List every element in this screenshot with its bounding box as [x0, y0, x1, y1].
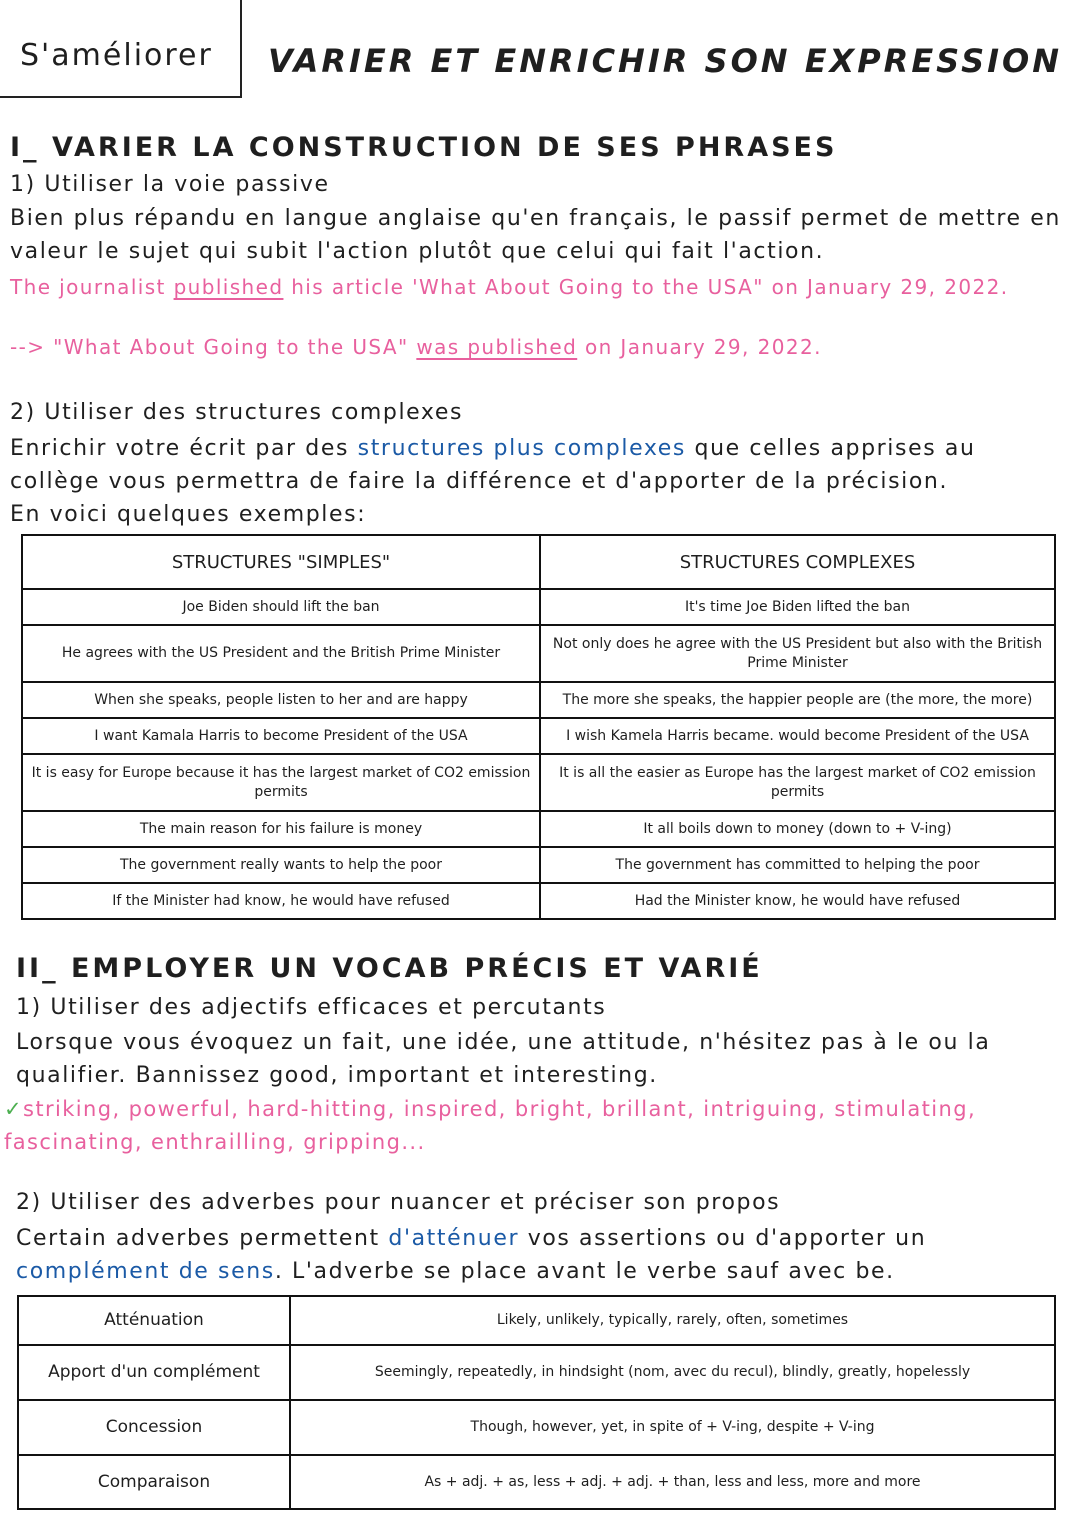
body-text: Enrichir votre écrit par des: [10, 436, 358, 461]
example-verb: published: [173, 275, 284, 299]
section1-heading: I_ VARIER LA CONSTRUCTION DE SES PHRASES: [10, 132, 838, 163]
table-cell: It is easy for Europe because it has the largest market of CO2 emission permits: [22, 754, 540, 811]
table-row: [18, 1455, 1055, 1509]
table-cell: I want Kamala Harris to become President of the USA: [22, 718, 540, 754]
table-cell: Concession: [18, 1400, 290, 1455]
section1-sub1-body: Bien plus répandu en langue anglaise qu'en français, le passif permet de mettre en valeur le sujet qui subit l'action plutôt que celui qui fait l'action.: [10, 206, 1061, 264]
example-text: on January 29, 2022.: [577, 335, 822, 359]
table-cell: It's time Joe Biden lifted the ban: [540, 589, 1055, 625]
section-tag: S'améliorer: [20, 38, 213, 73]
table-cell: The government has committed to helping the poor: [540, 847, 1055, 883]
table-cell: Apport d'un complément: [18, 1345, 290, 1400]
section-tag-box: [0, 0, 242, 98]
table-cell: I wish Kamela Harris became. would become President of the USA: [540, 718, 1055, 754]
section2-sub1-title: 1) Utiliser des adjectifs efficaces et percutants: [16, 995, 607, 1020]
table-row: [22, 754, 1055, 811]
section1-sub1-title: 1) Utiliser la voie passive: [10, 172, 330, 197]
column-header: STRUCTURES COMPLEXES: [540, 535, 1055, 589]
check-icon: ✓: [4, 1097, 23, 1121]
example-text: --> "What About Going to the USA": [10, 335, 417, 359]
section1-sub2-body: [10, 432, 1070, 498]
table-row: [18, 1345, 1055, 1400]
passive-example-active: [10, 272, 1050, 302]
section2-sub2-body: [16, 1222, 1076, 1288]
section2-sub1-body: Lorsque vous évoquez un fait, une idée, une attitude, n'hésitez pas à le ou la qualifier. Bannissez good, important et interesting.: [16, 1030, 991, 1088]
highlight-text: d'atténuer: [388, 1226, 520, 1251]
table-cell: The main reason for his failure is money: [22, 811, 540, 847]
highlight-text: complément de sens: [16, 1259, 275, 1284]
table-row: [22, 682, 1055, 718]
table-row: [22, 589, 1055, 625]
table-cell: He agrees with the US President and the British Prime Minister: [22, 625, 540, 682]
table-cell: The more she speaks, the happier people are (the more, the more): [540, 682, 1055, 718]
section2-heading: II_ EMPLOYER UN VOCAB PRÉCIS ET VARIÉ: [16, 953, 763, 984]
adjective-words: striking, powerful, hard-hitting, inspired, bright, brillant, intriguing, stimulating, fascinating, enthrailling, gripping...: [4, 1097, 977, 1154]
structures-table: [21, 534, 1056, 920]
table-cell: Comparaison: [18, 1455, 290, 1509]
highlight-text: structures plus complexes: [357, 436, 686, 461]
example-text: his article 'What About Going to the USA" on January 29, 2022.: [283, 275, 1009, 299]
table-cell: Atténuation: [18, 1296, 290, 1345]
column-header: STRUCTURES "SIMPLES": [22, 535, 540, 589]
example-text: The journalist: [10, 275, 174, 299]
page-title: VARIER ET ENRICHIR SON EXPRESSION: [268, 42, 1063, 80]
section1-sub2-body2: En voici quelques exemples:: [10, 502, 367, 527]
table-cell: As + adj. + as, less + adj. + adj. + than, less and less, more and more: [290, 1455, 1055, 1509]
body-text: que celles apprises au collège vous permettra de faire la différence et d'apporter de la précision.: [10, 436, 976, 494]
table-cell: It is all the easier as Europe has the largest market of CO2 emission permits: [540, 754, 1055, 811]
table-header-row: [22, 535, 1055, 589]
body-text: . L'adverbe se place avant le verbe sauf avec be.: [274, 1259, 895, 1284]
body-text: Certain adverbes permettent: [16, 1226, 389, 1251]
table-row: [22, 847, 1055, 883]
passive-example-passive: [10, 332, 1050, 362]
table-cell: Joe Biden should lift the ban: [22, 589, 540, 625]
table-row: [22, 718, 1055, 754]
adjective-list: [4, 1093, 1054, 1159]
section2-sub2-title: 2) Utiliser des adverbes pour nuancer et préciser son propos: [16, 1190, 781, 1215]
table-cell: If the Minister had know, he would have refused: [22, 883, 540, 919]
section1-sub2-title: 2) Utiliser des structures complexes: [10, 400, 464, 425]
table-cell: It all boils down to money (down to + V-ing): [540, 811, 1055, 847]
table-cell: Had the Minister know, he would have refused: [540, 883, 1055, 919]
table-cell: The government really wants to help the poor: [22, 847, 540, 883]
table-row: [18, 1296, 1055, 1345]
table-cell: Likely, unlikely, typically, rarely, often, sometimes: [290, 1296, 1055, 1345]
table-row: [22, 883, 1055, 919]
example-verb: was published: [416, 335, 578, 359]
table-cell: When she speaks, people listen to her and are happy: [22, 682, 540, 718]
body-text: vos assertions ou d'apporter un: [519, 1226, 927, 1251]
table-cell: Though, however, yet, in spite of + V-ing, despite + V-ing: [290, 1400, 1055, 1455]
table-cell: Not only does he agree with the US President but also with the British Prime Minister: [540, 625, 1055, 682]
table-row: [18, 1400, 1055, 1455]
table-row: [22, 811, 1055, 847]
adverbs-table: [17, 1295, 1056, 1510]
table-cell: Seemingly, repeatedly, in hindsight (nom, avec du recul), blindly, greatly, hopelessly: [290, 1345, 1055, 1400]
table-row: [22, 625, 1055, 682]
